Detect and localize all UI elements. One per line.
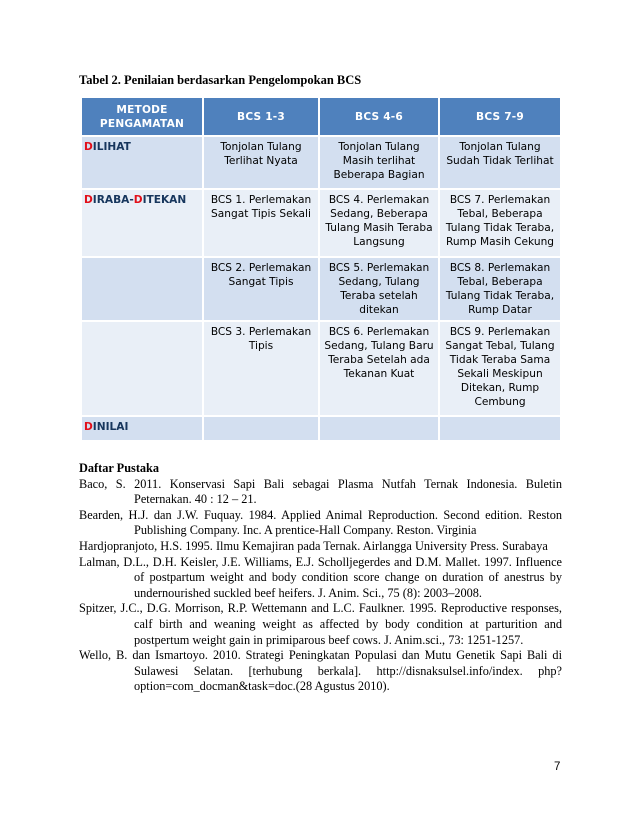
table-cell bbox=[439, 416, 561, 441]
table-row bbox=[81, 257, 561, 321]
table-cell: Tonjolan Tulang Sudah Tidak Terlihat bbox=[439, 136, 561, 189]
header-method: METODE PENGAMATAN bbox=[81, 97, 203, 136]
reference-item: Wello, B. dan Ismartoyo. 2010. Strategi Peningkatan Populasi dan Mutu Genetik Sapi Bali di Sulawesi Selatan. [terhubung berkala]. http://disnaksulsel.info/index. php?option=com_docman&task=doc.(28 Agustus 2010). bbox=[79, 648, 562, 694]
reference-item: Lalman, D.L., D.H. Keisler, J.E. Williams, E.J. Scholljegerdes and D.M. Mallet. 1997. Influence of postpartum weight and body condition score change on duration of anestrus by undernourished suckled beef heifers. J. Anim. Sci., 75 (8): 2003–2008. bbox=[79, 554, 562, 600]
reference-item: Spitzer, J.C., D.G. Morrison, R.P. Wettemann and L.C. Faulkner. 1995. Reproductive responses, calf birth and weaning weight as affected by body condition at parturition and postpertum weight gain in primiparous beef cows. J. Anim.sci., 73: 1251-1257. bbox=[79, 601, 562, 647]
row-label-empty bbox=[81, 257, 203, 321]
table-row bbox=[81, 136, 561, 189]
table-cell bbox=[203, 416, 319, 441]
reference-item: Hardjopranjoto, H.S. 1995. Ilmu Kemajiran pada Ternak. Airlangga University Press. Surabaya bbox=[79, 538, 548, 553]
table-row bbox=[81, 416, 561, 441]
table-caption: Tabel 2. Penilaian berdasarkan Pengelompokan BCS bbox=[79, 73, 362, 87]
table-cell: BCS 1. Perlemakan Sangat Tipis Sekali bbox=[203, 189, 319, 257]
table-cell: BCS 5. Perlemakan Sedang, Tulang Teraba setelah ditekan bbox=[319, 257, 439, 321]
row-label-diraba-ditekan: DIRABA-DITEKAN bbox=[81, 189, 203, 257]
table-cell: BCS 3. Perlemakan Tipis bbox=[203, 321, 319, 416]
page-number: 7 bbox=[554, 761, 561, 773]
references-section bbox=[79, 461, 562, 695]
row-label-empty bbox=[81, 321, 203, 416]
table-cell: BCS 4. Perlemakan Sedang, Beberapa Tulang Masih Teraba Langsung bbox=[319, 189, 439, 257]
references-heading: Daftar Pustaka bbox=[79, 461, 160, 475]
reference-item: Baco, S. 2011. Konservasi Sapi Bali sebagai Plasma Nutfah Ternak Indonesia. Buletin Peternakan. 40 : 12 – 21. bbox=[79, 476, 562, 507]
header-bcs-4-6: BCS 4-6 bbox=[319, 97, 439, 136]
table-cell: BCS 6. Perlemakan Sedang, Tulang Baru Teraba Setelah ada Tekanan Kuat bbox=[319, 321, 439, 416]
header-bcs-7-9: BCS 7-9 bbox=[439, 97, 561, 136]
table-cell: BCS 2. Perlemakan Sangat Tipis bbox=[203, 257, 319, 321]
table-cell: BCS 9. Perlemakan Sangat Tebal, Tulang Tidak Teraba Sama Sekali Meskipun Ditekan, Rump Cembung bbox=[439, 321, 561, 416]
header-bcs-1-3: BCS 1-3 bbox=[203, 97, 319, 136]
row-label-dilihat: DILIHAT bbox=[81, 136, 203, 189]
table-cell: Tonjolan Tulang Masih terlihat Beberapa Bagian bbox=[319, 136, 439, 189]
reference-item: Bearden, H.J. dan J.W. Fuquay. 1984. Applied Animal Reproduction. Second edition. Reston Publishing Company. Inc. A prentice-Hall Company. Reston. Virginia bbox=[79, 507, 562, 538]
table-cell: Tonjolan Tulang Terlihat Nyata bbox=[203, 136, 319, 189]
table-row bbox=[81, 189, 561, 257]
table-row bbox=[81, 321, 561, 416]
row-label-dinilai: DINILAI bbox=[81, 416, 203, 441]
bcs-assessment-table bbox=[80, 96, 562, 442]
table-cell bbox=[319, 416, 439, 441]
table-header-row bbox=[81, 97, 561, 136]
table-cell: BCS 7. Perlemakan Tebal, Beberapa Tulang Tidak Teraba, Rump Masih Cekung bbox=[439, 189, 561, 257]
table-cell: BCS 8. Perlemakan Tebal, Beberapa Tulang Tidak Teraba, Rump Datar bbox=[439, 257, 561, 321]
